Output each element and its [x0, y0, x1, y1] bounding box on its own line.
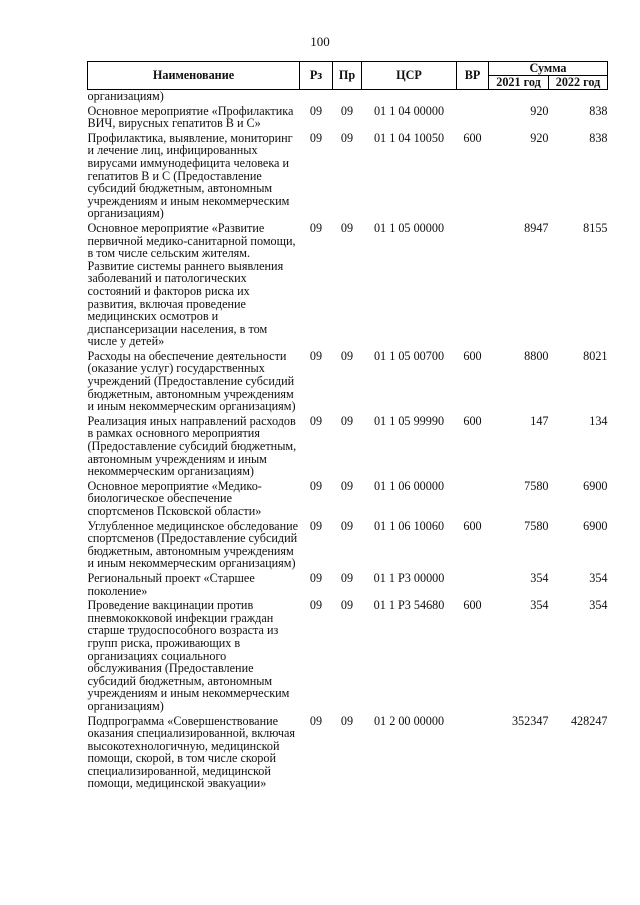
sum-2021-cell: 354	[530, 598, 549, 613]
csr-cell: 01 1 05 00700	[373, 348, 445, 363]
csr-cell: 01 1 04 00000	[373, 103, 445, 118]
pr-cell: 09	[340, 348, 354, 363]
header-year-2022: 2022 год	[549, 76, 608, 90]
table-row	[88, 599, 608, 714]
vr-cell	[457, 572, 489, 599]
sum-2022-cell: 428247	[570, 713, 608, 728]
pr-cell: 09	[340, 103, 354, 118]
csr-cell: 01 1 P3 54680	[373, 598, 445, 613]
pr-cell: 09	[340, 220, 354, 235]
vr-cell	[457, 222, 489, 350]
vr-cell: 600	[463, 518, 482, 533]
table-row	[88, 132, 608, 222]
sum-2022-cell: 838	[589, 130, 608, 145]
sum-2021-cell: 8947	[524, 220, 549, 235]
sum-2021-cell: 352347	[511, 713, 549, 728]
pr-cell	[333, 90, 362, 105]
sum-2022-cell: 8021	[583, 348, 608, 363]
name-cell: Подпрограмма «Совершенствование оказания специализированной, включая высокотехнологичную, медицинской помощи, скорой, в том числе скорой специализированной, медицинской помощи, медицинской эвакуации»	[87, 713, 295, 791]
name-cell: Расходы на обеспечение деятельности (оказание услуг) государственных учреждений (Предоставление субсидий бюджетным, автономным учреждениям и иным некоммерческим организациям)	[87, 348, 296, 414]
rz-cell: 09	[309, 570, 323, 585]
sum-2022-cell: 8155	[583, 220, 608, 235]
table-row	[88, 572, 608, 599]
sum-2021-cell: 147	[530, 413, 549, 428]
table-row	[88, 415, 608, 480]
table-row	[88, 520, 608, 572]
pr-cell: 09	[340, 713, 354, 728]
sum-2021-cell: 7580	[524, 518, 549, 533]
header-year-2021: 2021 год	[489, 76, 549, 90]
rz-cell: 09	[309, 220, 323, 235]
csr-cell: 01 1 P3 00000	[373, 570, 445, 585]
rz-cell: 09	[309, 598, 323, 613]
sum-2022-cell: 838	[589, 103, 608, 118]
pr-cell: 09	[340, 598, 354, 613]
name-cell: организациям)	[87, 89, 164, 103]
vr-cell	[457, 480, 489, 520]
table-body	[88, 90, 608, 793]
csr-cell	[362, 90, 457, 105]
sum-2022-cell: 354	[589, 598, 608, 613]
rz-cell: 09	[309, 348, 323, 363]
name-cell: Основное мероприятие «Медико-биологическое обеспечение спортсменов Псковской области»	[87, 478, 262, 518]
budget-table	[87, 61, 608, 792]
name-cell: Региональный проект «Старшее поколение»	[87, 570, 255, 598]
name-cell: Реализация иных направлений расходов в рамках основного мероприятия (Предоставление субсидий бюджетным, автономным учреждениям и иным некоммерческим организациям)	[87, 413, 297, 479]
vr-cell: 600	[463, 598, 482, 613]
table-row	[88, 90, 608, 105]
sum-2022-cell: 354	[589, 570, 608, 585]
table-header	[88, 62, 608, 90]
header-rz: Рз	[300, 62, 333, 90]
rz-cell: 09	[309, 518, 323, 533]
sum-2021-cell: 8800	[524, 348, 549, 363]
vr-cell: 600	[463, 413, 482, 428]
vr-cell: 600	[463, 130, 482, 145]
sum-2022-cell: 6900	[583, 478, 608, 493]
header-pr: Пр	[333, 62, 362, 90]
csr-cell: 01 2 00 00000	[373, 713, 445, 728]
name-cell: Углубленное медицинское обследование спортсменов (Предоставление субсидий бюджетным, автономным учреждениям и иным некоммерческим организациям)	[87, 518, 299, 571]
csr-cell: 01 1 06 00000	[373, 478, 445, 493]
rz-cell: 09	[309, 413, 323, 428]
name-cell: Основное мероприятие «Развитие первичной медико-санитарной помощи, в том числе сельским жителям. Развитие системы раннего выявления заболеваний и патологических состояний и факторов риска их развития, включая проведение медицинских осмотров и диспансеризации населения, в том числе у детей»	[87, 220, 296, 349]
sum-2022-cell: 134	[589, 413, 608, 428]
csr-cell: 01 1 04 10050	[373, 130, 445, 145]
table-row	[88, 222, 608, 350]
csr-cell: 01 1 05 99990	[373, 413, 445, 428]
rz-cell: 09	[309, 130, 323, 145]
header-sum: Сумма	[489, 62, 608, 76]
rz-cell: 09	[309, 478, 323, 493]
vr-cell	[457, 105, 489, 132]
sum-2021-cell: 920	[530, 130, 549, 145]
table-row	[88, 350, 608, 415]
header-vr: ВР	[457, 62, 489, 90]
sum-2021-cell: 354	[530, 570, 549, 585]
pr-cell: 09	[340, 570, 354, 585]
sum-2022-cell: 6900	[583, 518, 608, 533]
pr-cell: 09	[340, 518, 354, 533]
rz-cell: 09	[309, 103, 323, 118]
pr-cell: 09	[340, 130, 354, 145]
rz-cell	[300, 90, 333, 105]
name-cell: Проведение вакцинации против пневмококковой инфекции граждан старше трудоспособного возраста из групп риска, проживающих в организациях социального обслуживания (Предоставление субсидий бюджетным, автономным учреждениям и иным некоммерческим организациям)	[87, 598, 290, 713]
sum-2021-cell: 7580	[524, 478, 549, 493]
sum-2021-cell: 920	[530, 103, 549, 118]
vr-cell	[457, 90, 489, 105]
vr-cell: 600	[463, 348, 482, 363]
header-name: Наименование	[88, 62, 300, 90]
table-row	[88, 480, 608, 520]
page-number: 100	[310, 34, 330, 49]
table-row	[88, 715, 608, 793]
header-csr: ЦСР	[362, 62, 457, 90]
table-row	[88, 105, 608, 132]
pr-cell: 09	[340, 413, 354, 428]
sum-2022-cell	[549, 90, 608, 105]
csr-cell: 01 1 05 00000	[373, 220, 445, 235]
rz-cell: 09	[309, 713, 323, 728]
name-cell: Основное мероприятие «Профилактика ВИЧ, вирусных гепатитов В и С»	[87, 103, 294, 131]
name-cell: Профилактика, выявление, мониторинг и лечение лиц, инфицированных вирусами иммунодефицита человека и гепатитов В и С (Предоставление субсидий бюджетным, автономным учреждениям и иным некоммерческим организациям)	[87, 130, 293, 221]
pr-cell: 09	[340, 478, 354, 493]
vr-cell	[457, 715, 489, 793]
csr-cell: 01 1 06 10060	[373, 518, 445, 533]
sum-2021-cell	[489, 90, 549, 105]
